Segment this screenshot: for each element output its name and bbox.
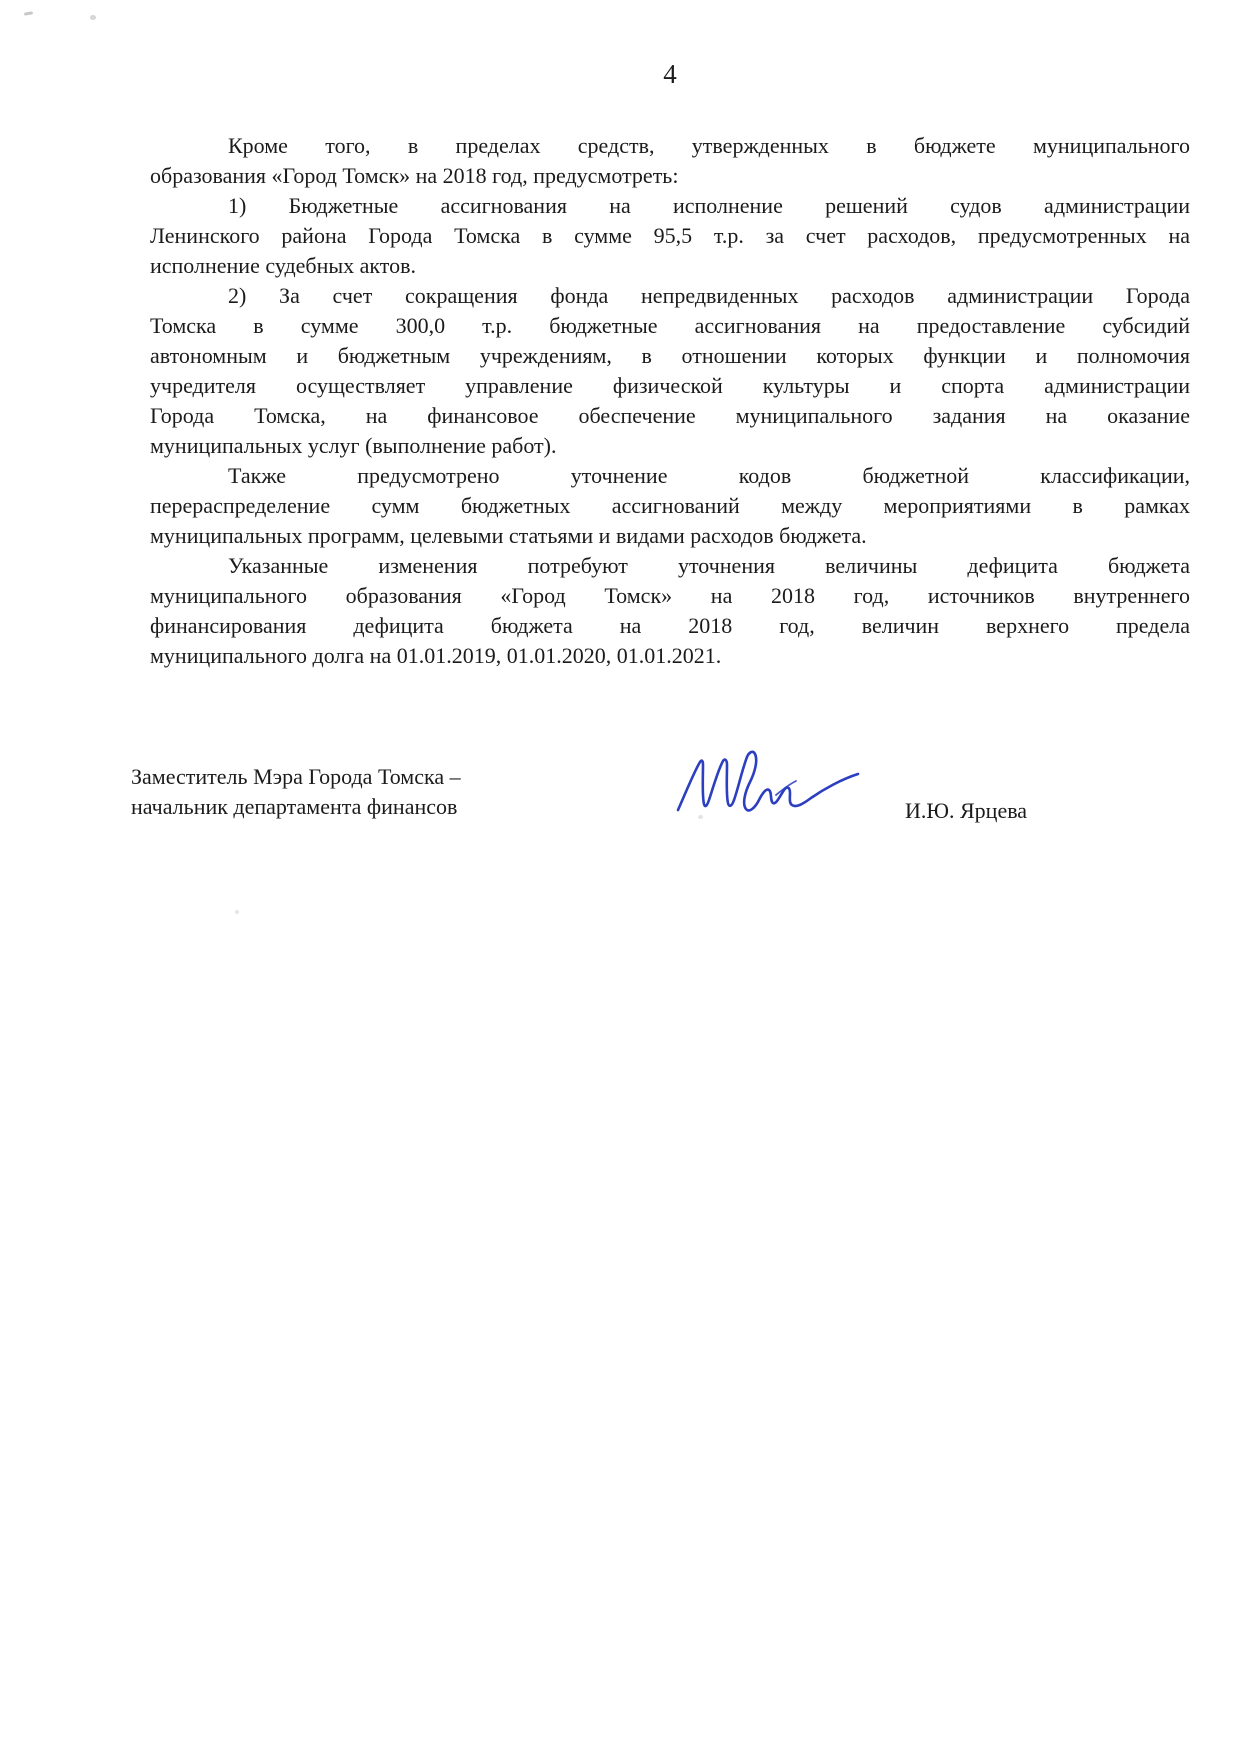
signatory-title-line: Заместитель Мэра Города Томска – <box>131 764 461 789</box>
text-line: Томска в сумме 300,0 т.р. бюджетные ассигнования на предоставление субсидий <box>150 313 1190 338</box>
text-line: Города Томска, на финансовое обеспечение муниципального задания на оказание <box>150 403 1190 428</box>
text-line: Также предусмотрено уточнение кодов бюджетной классификации, <box>228 463 1190 488</box>
signatory-title <box>131 762 461 822</box>
document-body <box>150 131 1190 671</box>
text-line: Указанные изменения потребуют уточнения величины дефицита бюджета <box>228 553 1190 578</box>
scan-speck <box>235 910 239 914</box>
text-line: перераспределение сумм бюджетных ассигнований между мероприятиями в рамках <box>150 493 1190 518</box>
text-line: Ленинского района Города Томска в сумме 95,5 т.р. за счет расходов, предусмотренных на <box>150 223 1190 248</box>
text-line: муниципального образования «Город Томск» на 2018 год, источников внутреннего <box>150 583 1190 608</box>
text-line: учредителя осуществляет управление физической культуры и спорта администрации <box>150 373 1190 398</box>
text-line: 2) За счет сокращения фонда непредвиденных расходов администрации Города <box>228 283 1190 308</box>
page-number: 4 <box>663 59 677 89</box>
signee-name: И.Ю. Ярцева <box>905 798 1028 823</box>
paragraph <box>150 551 1190 671</box>
paragraph <box>150 281 1190 461</box>
signatory-title-line: начальник департамента финансов <box>131 794 458 819</box>
text-line: муниципального долга на 01.01.2019, 01.01.2020, 01.01.2021. <box>150 643 722 668</box>
paragraph <box>150 461 1190 551</box>
text-line: муниципальных программ, целевыми статьями и видами расходов бюджета. <box>150 523 867 548</box>
text-line: исполнение судебных актов. <box>150 253 417 278</box>
text-line: финансирования дефицита бюджета на 2018 год, величин верхнего предела <box>150 613 1190 638</box>
text-line: автономным и бюджетным учреждениям, в отношении которых функции и полномочия <box>150 343 1190 368</box>
text-line: муниципальных услуг (выполнение работ). <box>150 433 557 458</box>
text-line: 1) Бюджетные ассигнования на исполнение решений судов администрации <box>228 193 1190 218</box>
paragraph <box>150 131 1190 191</box>
scan-speck <box>90 15 96 20</box>
text-line: Кроме того, в пределах средств, утвержденных в бюджете муниципального <box>228 133 1190 158</box>
paragraph <box>150 191 1190 281</box>
handwritten-signature-icon <box>672 746 877 828</box>
text-line: образования «Город Томск» на 2018 год, предусмотреть: <box>150 163 679 188</box>
scan-speck <box>24 11 33 16</box>
